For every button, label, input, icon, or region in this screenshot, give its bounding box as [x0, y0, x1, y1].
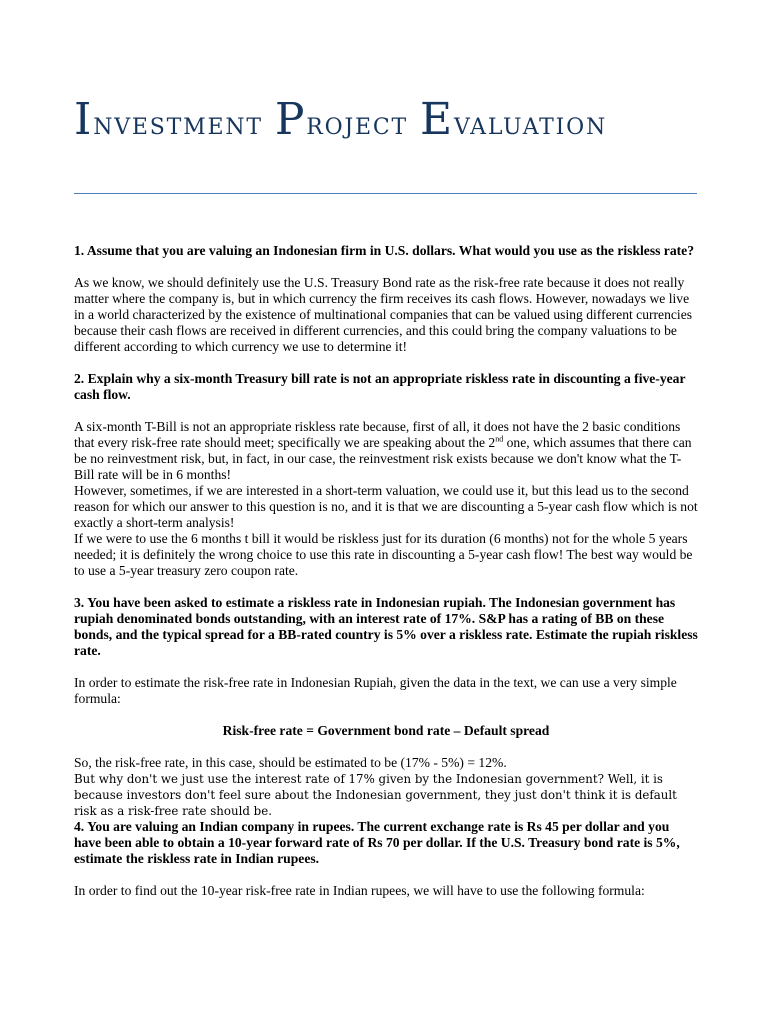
answer-2-paragraph-1 — [74, 419, 698, 483]
answer-2-text-b: one, which assumes that there can be no reinvestment risk, but, in fact, in our case, the reinvestment risk exists because we don't know what the T-Bill rate will be in 6 months! — [74, 435, 692, 482]
formula-risk-free-rate: Risk-free rate = Government bond rate – Default spread — [222, 723, 550, 738]
title-initial-3: E — [420, 94, 454, 145]
title-word-3: valuation — [453, 104, 608, 142]
answer-2-text-a: A six-month T-Bill is not an appropriate riskless rate because, first of all, it does not have the 2 basic conditions that every risk-free rate should meet; specifically we are speaking about the 2 — [74, 419, 681, 450]
answer-2-paragraph-2: However, sometimes, if we are interested in a short-term valuation, we could use it, but this lead us to the second reason for which our answer to this question is no, and it is that we are discounting a 5-year cash flow which is not exactly a short-term analysis! — [74, 483, 698, 530]
answer-3-followup: But why don't we just use the interest rate of 17% given by the Indonesian government? Well, it is because investors don't feel sure about the Indonesian government, they just don't think it is default risk as a risk-free rate should be. — [74, 772, 677, 818]
title-word-2: roject — [306, 104, 409, 142]
document-body — [74, 243, 698, 899]
answer-3-result: So, the risk-free rate, in this case, should be estimated to be (17% - 5%) = 12%. — [74, 755, 507, 770]
title-word-1: nvestment — [93, 104, 263, 142]
document-title — [74, 94, 607, 147]
question-3: 3. You have been asked to estimate a riskless rate in Indonesian rupiah. The Indonesian government has rupiah denominated bonds outstanding, with an interest rate of 17%. S&P has a rating of BB on these bonds, and the typical spread for a BB-rated country is 5% over a riskless rate. Estimate the rupiah riskless rate. — [74, 595, 698, 658]
answer-1: As we know, we should definitely use the U.S. Treasury Bond rate as the risk-free rate because it does not really matter where the company is, but in which currency the firm receives its cash flows. However, nowadays we live in a world characterized by the existence of multinational companies that can be valued using different currencies because their cash flows are received in different currencies, and this could bring the company valuations to be different according to which currency we use to determine it! — [74, 275, 693, 354]
answer-2-superscript: nd — [495, 434, 504, 444]
title-initial-2: P — [274, 94, 307, 145]
question-2: 2. Explain why a six-month Treasury bill rate is not an appropriate riskless rate in discounting a five-year cash flow. — [74, 371, 686, 402]
title-divider — [74, 193, 697, 194]
answer-3: In order to estimate the risk-free rate in Indonesian Rupiah, given the data in the text, we can use a very simple formula: — [74, 675, 677, 706]
question-1: 1. Assume that you are valuing an Indonesian firm in U.S. dollars. What would you use as the riskless rate? — [74, 243, 694, 258]
answer-2-paragraph-3: If we were to use the 6 months t bill it would be riskless just for its duration (6 months) not for the whole 5 years needed; it is definitely the wrong choice to use this rate in discounting a 5-year cash flow! The best way would be to use a 5-year treasury zero coupon rate. — [74, 531, 693, 578]
answer-4: In order to find out the 10-year risk-free rate in Indian rupees, we will have to use the following formula: — [74, 883, 645, 898]
title-initial-1: I — [74, 94, 94, 145]
question-4: 4. You are valuing an Indian company in rupees. The current exchange rate is Rs 45 per dollar and you have been able to obtain a 10-year forward rate of Rs 70 per dollar. If the U.S. Treasury bond rate is 5%, estimate the riskless rate in Indian rupees. — [74, 819, 680, 866]
